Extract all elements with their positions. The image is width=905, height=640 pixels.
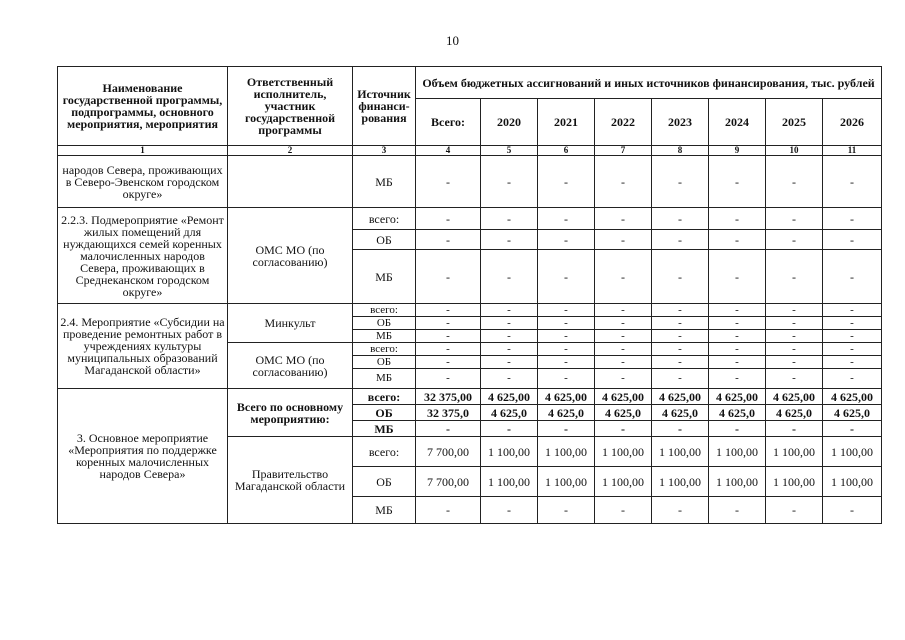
- value-cell: 1 100,00: [823, 467, 882, 497]
- value-cell: -: [823, 230, 882, 250]
- value-cell: -: [538, 356, 595, 369]
- value-cell: -: [652, 208, 709, 230]
- value-cell: -: [538, 208, 595, 230]
- value-cell: -: [823, 317, 882, 330]
- column-number: 4: [416, 146, 481, 156]
- value-cell: 32 375,00: [416, 389, 481, 405]
- table-row: [58, 304, 882, 317]
- value-cell: -: [709, 304, 766, 317]
- value-cell: -: [416, 356, 481, 369]
- row-source: всего:: [353, 304, 416, 317]
- value-cell: -: [538, 304, 595, 317]
- column-number: 9: [709, 146, 766, 156]
- row-source: ОБ: [353, 356, 416, 369]
- value-cell: -: [538, 369, 595, 389]
- header-name: Наименование государственной программы, подпрограммы, основного мероприятия, мероприятия: [58, 67, 228, 146]
- value-cell: -: [481, 330, 538, 343]
- value-cell: 1 100,00: [652, 437, 709, 467]
- value-cell: -: [416, 317, 481, 330]
- value-cell: -: [538, 250, 595, 304]
- row-source: МБ: [353, 330, 416, 343]
- value-cell: -: [709, 497, 766, 524]
- header-year: 2022: [595, 99, 652, 146]
- value-cell: 4 625,00: [538, 389, 595, 405]
- column-number: 7: [595, 146, 652, 156]
- value-cell: -: [766, 421, 823, 437]
- value-cell: -: [416, 330, 481, 343]
- value-cell: -: [709, 317, 766, 330]
- value-cell: -: [766, 208, 823, 230]
- value-cell: -: [709, 156, 766, 208]
- value-cell: -: [766, 250, 823, 304]
- value-cell: 4 625,00: [823, 389, 882, 405]
- header-year: 2020: [481, 99, 538, 146]
- row-executor: [228, 156, 353, 208]
- row-source: всего:: [353, 437, 416, 467]
- row-source: всего:: [353, 343, 416, 356]
- value-cell: -: [766, 497, 823, 524]
- row-executor: Правительство Магаданской области: [228, 437, 353, 524]
- column-number: 8: [652, 146, 709, 156]
- column-number: 3: [353, 146, 416, 156]
- value-cell: -: [416, 369, 481, 389]
- row-source: ОБ: [353, 405, 416, 421]
- value-cell: 4 625,0: [538, 405, 595, 421]
- value-cell: -: [709, 330, 766, 343]
- column-number: 6: [538, 146, 595, 156]
- value-cell: -: [416, 343, 481, 356]
- column-number: 11: [823, 146, 882, 156]
- header-total: Всего:: [416, 99, 481, 146]
- value-cell: -: [652, 330, 709, 343]
- value-cell: -: [652, 250, 709, 304]
- value-cell: -: [481, 208, 538, 230]
- column-number-row: [58, 146, 882, 156]
- value-cell: -: [481, 343, 538, 356]
- table-row: [58, 389, 882, 405]
- value-cell: -: [538, 156, 595, 208]
- value-cell: -: [766, 156, 823, 208]
- value-cell: -: [709, 343, 766, 356]
- value-cell: -: [766, 343, 823, 356]
- value-cell: -: [595, 343, 652, 356]
- row-source: ОБ: [353, 230, 416, 250]
- value-cell: 1 100,00: [652, 467, 709, 497]
- column-number: 1: [58, 146, 228, 156]
- value-cell: -: [538, 497, 595, 524]
- header-year: 2023: [652, 99, 709, 146]
- value-cell: -: [823, 343, 882, 356]
- value-cell: -: [481, 369, 538, 389]
- value-cell: 1 100,00: [709, 437, 766, 467]
- value-cell: 4 625,0: [823, 405, 882, 421]
- value-cell: -: [823, 497, 882, 524]
- value-cell: -: [709, 208, 766, 230]
- value-cell: -: [652, 421, 709, 437]
- value-cell: 7 700,00: [416, 467, 481, 497]
- value-cell: 4 625,0: [595, 405, 652, 421]
- row-source: МБ: [353, 421, 416, 437]
- value-cell: -: [823, 304, 882, 317]
- value-cell: 4 625,00: [481, 389, 538, 405]
- value-cell: 4 625,0: [709, 405, 766, 421]
- value-cell: -: [709, 421, 766, 437]
- value-cell: -: [595, 317, 652, 330]
- value-cell: 1 100,00: [766, 437, 823, 467]
- value-cell: 4 625,0: [766, 405, 823, 421]
- value-cell: -: [538, 421, 595, 437]
- value-cell: -: [416, 208, 481, 230]
- value-cell: -: [416, 230, 481, 250]
- value-cell: -: [709, 369, 766, 389]
- row-source: МБ: [353, 250, 416, 304]
- value-cell: -: [481, 497, 538, 524]
- value-cell: 1 100,00: [538, 467, 595, 497]
- value-cell: 4 625,00: [652, 389, 709, 405]
- row-executor: Минкульт: [228, 304, 353, 343]
- row-source: МБ: [353, 156, 416, 208]
- value-cell: -: [538, 230, 595, 250]
- table-row: [58, 208, 882, 230]
- value-cell: -: [823, 250, 882, 304]
- value-cell: -: [416, 497, 481, 524]
- row-name: 2.4. Мероприятие «Субсидии на проведение ремонтных работ в учреждениях культуры муниципальных образований Магаданской области»: [58, 304, 228, 389]
- value-cell: -: [652, 304, 709, 317]
- value-cell: -: [652, 317, 709, 330]
- value-cell: -: [595, 421, 652, 437]
- value-cell: -: [595, 230, 652, 250]
- value-cell: 7 700,00: [416, 437, 481, 467]
- value-cell: -: [823, 356, 882, 369]
- budget-table: [57, 66, 882, 524]
- value-cell: -: [652, 497, 709, 524]
- value-cell: -: [652, 356, 709, 369]
- value-cell: -: [538, 343, 595, 356]
- value-cell: 4 625,0: [481, 405, 538, 421]
- value-cell: -: [481, 156, 538, 208]
- row-source: МБ: [353, 497, 416, 524]
- value-cell: -: [823, 369, 882, 389]
- row-executor: ОМС МО (по согласованию): [228, 343, 353, 389]
- value-cell: -: [416, 156, 481, 208]
- value-cell: 1 100,00: [766, 467, 823, 497]
- value-cell: -: [595, 356, 652, 369]
- value-cell: -: [595, 250, 652, 304]
- value-cell: -: [481, 356, 538, 369]
- row-name: народов Севера, проживающих в Северо-Эвенском городском округе»: [58, 156, 228, 208]
- row-name: 3. Основное мероприятие «Мероприятия по поддержке коренных малочисленных народов Севера»: [58, 389, 228, 524]
- value-cell: -: [538, 317, 595, 330]
- row-source: ОБ: [353, 317, 416, 330]
- row-executor: ОМС МО (по согласованию): [228, 208, 353, 304]
- value-cell: 1 100,00: [823, 437, 882, 467]
- value-cell: -: [481, 304, 538, 317]
- value-cell: 4 625,00: [766, 389, 823, 405]
- header-executor: Ответственный исполнитель, участник государственной программы: [228, 67, 353, 146]
- value-cell: -: [709, 230, 766, 250]
- row-source: ОБ: [353, 467, 416, 497]
- value-cell: 1 100,00: [481, 437, 538, 467]
- value-cell: -: [416, 250, 481, 304]
- value-cell: 1 100,00: [709, 467, 766, 497]
- column-number: 2: [228, 146, 353, 156]
- row-executor: Всего по основному мероприятию:: [228, 389, 353, 437]
- value-cell: -: [595, 156, 652, 208]
- value-cell: -: [595, 497, 652, 524]
- value-cell: 4 625,0: [652, 405, 709, 421]
- row-source: всего:: [353, 208, 416, 230]
- header-source: Источник финанси-рования: [353, 67, 416, 146]
- value-cell: -: [652, 343, 709, 356]
- value-cell: 1 100,00: [538, 437, 595, 467]
- value-cell: -: [823, 421, 882, 437]
- value-cell: -: [823, 156, 882, 208]
- row-name: 2.2.3. Подмероприятие «Ремонт жилых помещений для нуждающихся семей коренных малочисленных народов Севера, проживающих в Среднеканском городском округе»: [58, 208, 228, 304]
- header-volume: Объем бюджетных ассигнований и иных источников финансирования, тыс. рублей: [416, 67, 882, 99]
- value-cell: -: [823, 208, 882, 230]
- value-cell: -: [416, 421, 481, 437]
- value-cell: -: [709, 250, 766, 304]
- value-cell: -: [652, 156, 709, 208]
- value-cell: -: [766, 369, 823, 389]
- header-year: 2026: [823, 99, 882, 146]
- value-cell: -: [595, 330, 652, 343]
- value-cell: -: [709, 356, 766, 369]
- header-year: 2025: [766, 99, 823, 146]
- value-cell: -: [652, 369, 709, 389]
- value-cell: 32 375,0: [416, 405, 481, 421]
- value-cell: -: [595, 304, 652, 317]
- value-cell: -: [481, 317, 538, 330]
- value-cell: 1 100,00: [481, 467, 538, 497]
- value-cell: -: [481, 421, 538, 437]
- value-cell: 4 625,00: [595, 389, 652, 405]
- header-year: 2021: [538, 99, 595, 146]
- row-source: МБ: [353, 369, 416, 389]
- page-number: 10: [446, 33, 459, 48]
- header-year: 2024: [709, 99, 766, 146]
- table-row: [58, 156, 882, 208]
- value-cell: -: [823, 330, 882, 343]
- value-cell: 4 625,00: [709, 389, 766, 405]
- value-cell: -: [766, 330, 823, 343]
- value-cell: -: [766, 304, 823, 317]
- value-cell: 1 100,00: [595, 437, 652, 467]
- header-row: [58, 67, 882, 99]
- value-cell: -: [416, 304, 481, 317]
- value-cell: -: [766, 230, 823, 250]
- value-cell: -: [595, 369, 652, 389]
- value-cell: -: [481, 250, 538, 304]
- value-cell: -: [538, 330, 595, 343]
- column-number: 10: [766, 146, 823, 156]
- row-source: всего:: [353, 389, 416, 405]
- value-cell: -: [766, 317, 823, 330]
- value-cell: 1 100,00: [595, 467, 652, 497]
- value-cell: -: [652, 230, 709, 250]
- value-cell: -: [481, 230, 538, 250]
- value-cell: -: [766, 356, 823, 369]
- column-number: 5: [481, 146, 538, 156]
- value-cell: -: [595, 208, 652, 230]
